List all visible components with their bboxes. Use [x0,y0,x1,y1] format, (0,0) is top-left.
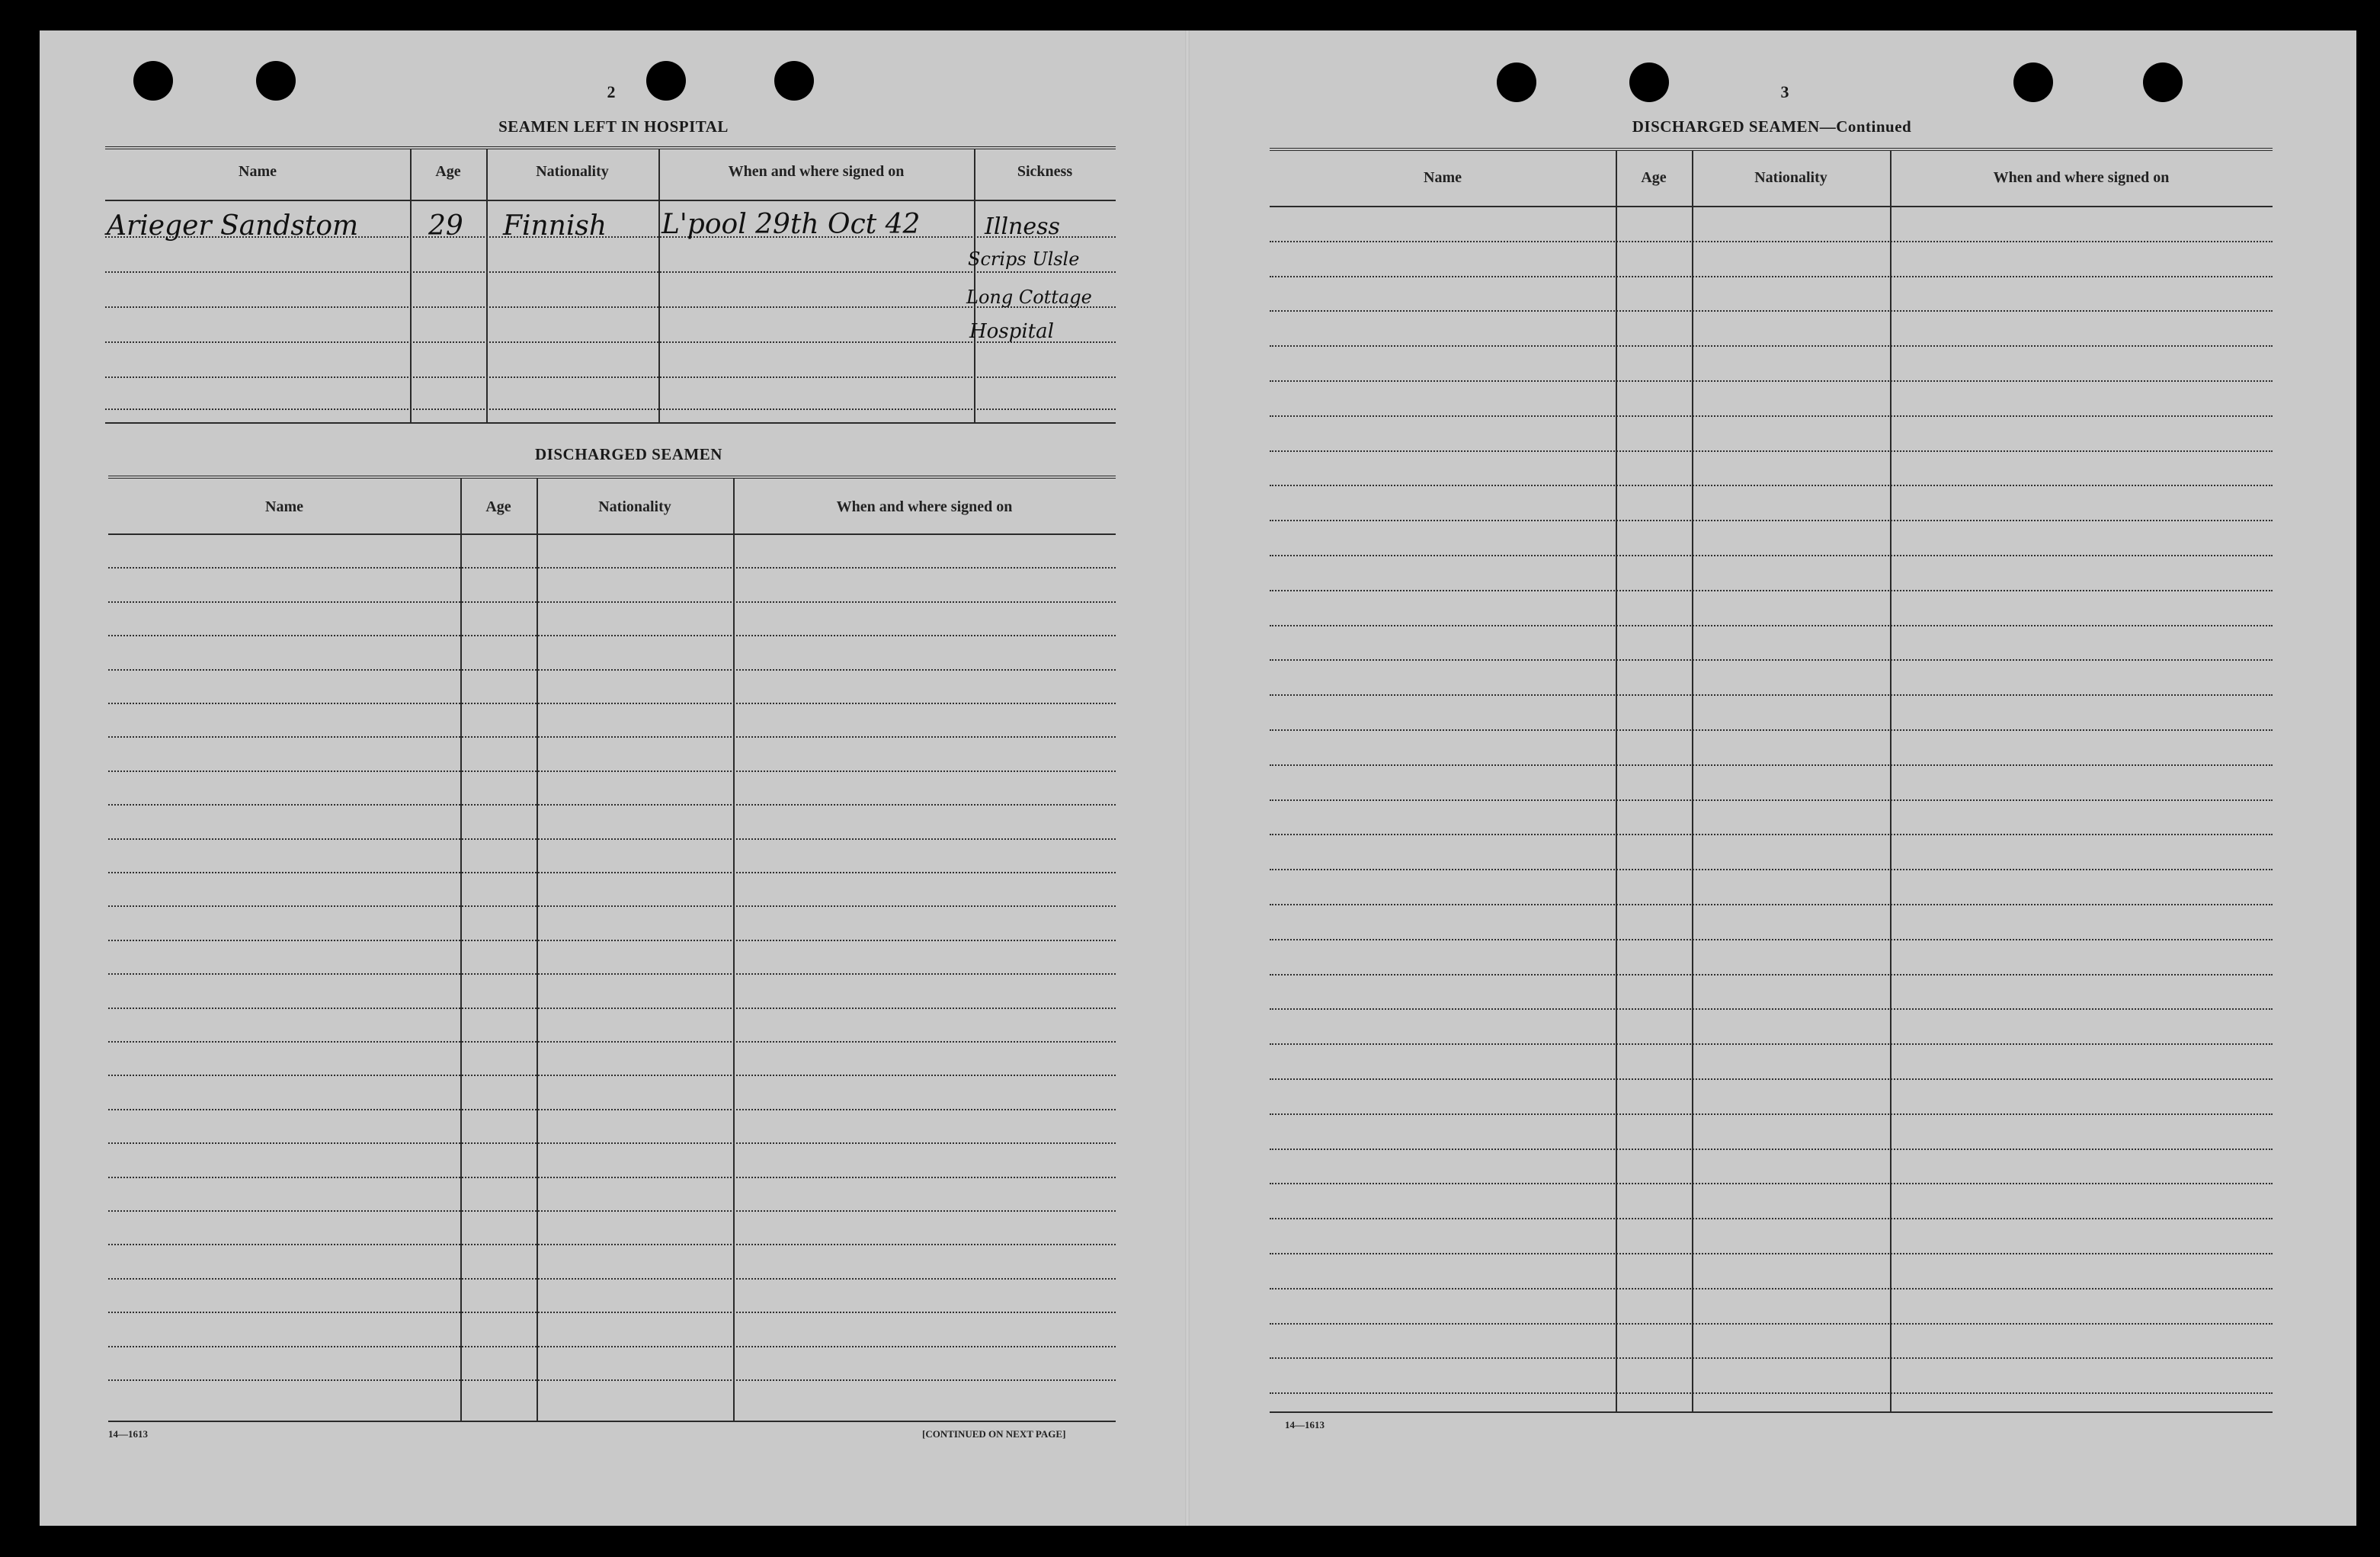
row-line [1270,520,2273,521]
row-line [1270,764,2273,766]
page-number: 2 [607,82,616,101]
row-line [108,703,1116,704]
row-line [108,1210,1116,1212]
row-line [1270,1323,2273,1325]
row-line [1270,659,2273,661]
row-line [1270,415,2273,417]
row-line [108,1142,1116,1144]
row-line [108,940,1116,941]
row-line [108,1109,1116,1110]
row-line [108,1278,1116,1280]
row-line [1270,694,2273,696]
row-line [1270,1113,2273,1115]
form-number: 14—1613 [1285,1419,1325,1430]
row-line [1270,380,2273,382]
column-header-nationality: Nationality [536,163,609,180]
row-line [105,271,1116,273]
punch-hole [256,61,296,101]
row-line [108,1008,1116,1009]
row-line [1270,1392,2273,1394]
column-header-signed-on: When and where signed on [728,163,905,180]
page-fold [1185,30,1190,1526]
row-line [1270,974,2273,976]
entry-sickness-line: Scrips Ulsle [968,248,1080,270]
row-line [108,770,1116,772]
entry-nationality: Finnish [503,210,607,242]
row-line [1270,1043,2273,1045]
column-header-signed-on: When and where signed on [1993,169,2170,186]
row-line [1270,450,2273,452]
column-header-age: Age [485,498,511,515]
row-line [1270,310,2273,312]
row-line [1270,555,2273,556]
column-header-nationality: Nationality [1754,169,1827,186]
section-title-discharged-continued: DISCHARGED SEAMEN—Continued [1632,117,1912,136]
entry-name: Arieger Sandstom [107,210,359,242]
column-divider [410,149,412,422]
row-line [108,838,1116,840]
row-line [105,408,1116,410]
column-divider [658,149,660,422]
row-line [108,1379,1116,1381]
row-line [105,341,1116,343]
punch-hole [133,61,173,101]
row-line [1270,904,2273,905]
row-line [108,1312,1116,1313]
form-number: 14—1613 [108,1428,148,1440]
section-title-hospital: SEAMEN LEFT IN HOSPITAL [498,117,729,136]
row-line [1270,276,2273,277]
section-title-discharged: DISCHARGED SEAMEN [535,445,722,463]
row-line [108,1346,1116,1347]
row-line [1270,1288,2273,1289]
row-line [1270,869,2273,870]
row-line [1270,799,2273,801]
hospital-table [105,146,1116,424]
column-header-age: Age [1641,169,1667,186]
row-line [1270,345,2273,347]
row-line [1270,1183,2273,1184]
row-line [1270,834,2273,835]
row-line [1270,1078,2273,1080]
column-header-signed-on: When and where signed on [836,498,1013,515]
row-line [108,567,1116,569]
column-header-name: Name [1424,169,1462,186]
row-line [1270,241,2273,242]
row-line [108,1177,1116,1178]
row-line [1270,1253,2273,1254]
punch-hole [1629,62,1669,102]
row-line [108,1075,1116,1076]
row-line [1270,485,2273,486]
entry-sickness-line: Hospital [969,320,1054,343]
entry-sickness-line: Illness [985,213,1060,240]
row-line [108,736,1116,738]
column-header-name: Name [239,163,277,180]
row-line [108,635,1116,636]
row-line [1270,939,2273,940]
row-line [108,804,1116,806]
punch-hole [774,61,814,101]
row-line [108,905,1116,907]
punch-hole [646,61,686,101]
column-header-sickness: Sickness [1017,163,1073,180]
row-line [108,1244,1116,1245]
column-divider [974,149,975,422]
row-line [108,872,1116,873]
column-header-nationality: Nationality [598,498,671,515]
row-line [1270,590,2273,591]
discharged-table-continued [1270,148,2273,1413]
row-line [108,1041,1116,1043]
discharged-table [108,476,1116,1422]
row-line [1270,1149,2273,1150]
punch-hole [1497,62,1536,102]
row-line [105,376,1116,378]
row-line [1270,1357,2273,1359]
page-number: 3 [1780,82,1789,101]
continued-note: [CONTINUED ON NEXT PAGE] [922,1428,1066,1440]
discharged-rows-right [1270,206,2273,1411]
row-line [108,973,1116,975]
column-header-age: Age [435,163,461,180]
row-line [1270,1008,2273,1010]
discharged-rows-left [108,533,1116,1421]
row-line [108,669,1116,671]
row-line [108,601,1116,603]
row-line [1270,729,2273,731]
punch-hole [2143,62,2183,102]
entry-signed-on: L'pool 29th Oct 42 [661,209,921,240]
entry-sickness-line: Long Cottage [966,287,1092,308]
row-line [1270,1218,2273,1219]
entry-age: 29 [428,210,463,242]
column-divider [486,149,488,422]
column-header-name: Name [265,498,303,515]
row-line [105,306,1116,308]
punch-hole [2013,62,2053,102]
row-line [1270,625,2273,626]
